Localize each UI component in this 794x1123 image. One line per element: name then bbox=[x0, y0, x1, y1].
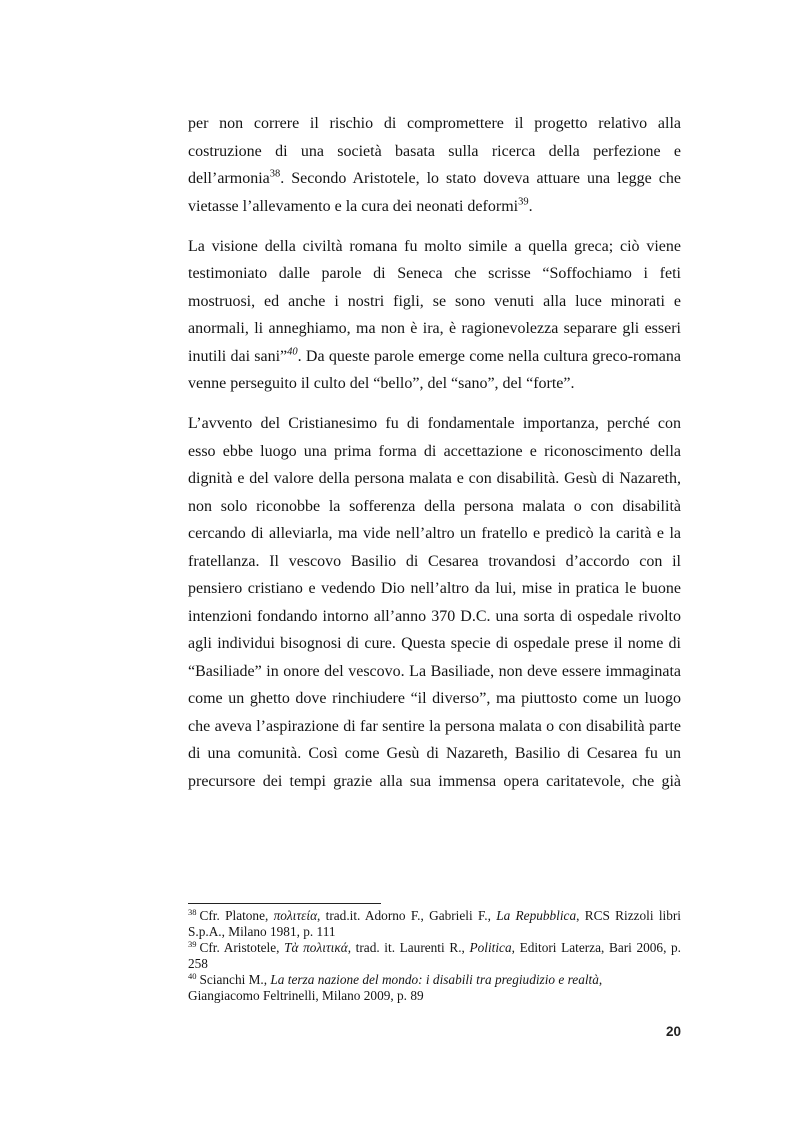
line-text: vietasse l’allevamento e la cura dei neonati deformi bbox=[188, 197, 519, 215]
footnote-text: , trad.it. Adorno F., Gabrieli F., bbox=[317, 908, 497, 923]
footnotes bbox=[188, 908, 681, 1004]
footnote-title: La terza nazione del mondo: i disabili tra pregiudizio e realtà bbox=[270, 972, 599, 987]
body-line: non solo riconobbe la sofferenza della persona malata o con disabilità bbox=[188, 497, 681, 515]
line-text: inutili dai sani” bbox=[188, 347, 288, 365]
footnote-text: Scianchi M., bbox=[199, 972, 271, 987]
footnote-reference: 38 bbox=[269, 168, 281, 180]
footnote bbox=[188, 908, 681, 940]
footnote-reference: 40 bbox=[287, 346, 298, 358]
line-text: . Secondo Aristotele, lo stato doveva attuare una legge che bbox=[280, 170, 681, 187]
body-line bbox=[188, 165, 681, 193]
footnote-title: πολιτεία bbox=[273, 908, 318, 923]
footnote-title: La Repubblica bbox=[496, 908, 577, 923]
footnote-separator bbox=[188, 903, 381, 904]
body-line: che aveva l’aspirazione di far sentire la persona malata o con disabilità parte bbox=[188, 717, 681, 735]
footnote-text: , bbox=[598, 972, 603, 987]
footnote-line: Giangiacomo Feltrinelli, Milano 2009, p. 89 bbox=[188, 988, 424, 1003]
body-line: esso ebbe luogo una prima forma di accettazione e riconoscimento della bbox=[188, 442, 681, 460]
footnote-number: 40 bbox=[188, 970, 197, 981]
line-text: dell’armonia bbox=[188, 170, 270, 187]
body-line: intenzioni fondando intorno all’anno 370 D.C. una sorta di ospedale rivolto bbox=[188, 607, 681, 625]
body-line: per non correre il rischio di compromettere il progetto relativo alla bbox=[188, 115, 681, 132]
line-text: . bbox=[528, 197, 533, 215]
body-text bbox=[188, 110, 681, 795]
footnote bbox=[188, 972, 681, 1004]
body-line: testimoniato dalle parole di Seneca che scrisse “Soffochiamo i feti bbox=[188, 265, 681, 282]
footnote-text: Cfr. Platone, bbox=[199, 908, 274, 923]
footnote-number: 39 bbox=[188, 938, 197, 949]
paragraph bbox=[188, 110, 681, 220]
body-line: come un ghetto dove rinchiudere “il diverso”, ma piuttosto come un luogo bbox=[188, 690, 681, 707]
body-line: mostruosi, ed anche i nostri figli, se sono venuti alla luce minorati e bbox=[188, 292, 681, 310]
body-line: “Basiliade” in onore del vescovo. La Basiliade, non deve essere immaginata bbox=[188, 662, 681, 680]
footnote-reference: 39 bbox=[518, 196, 529, 208]
footnote-line bbox=[188, 908, 681, 924]
footnote-text: , Editori Laterza, Bari 2006, p. bbox=[511, 940, 682, 955]
footnote-line bbox=[188, 940, 681, 956]
body-line: anormali, li anneghiamo, ma non è ira, è ragionevolezza separare gli esseri bbox=[188, 320, 681, 337]
paragraph bbox=[188, 410, 681, 795]
body-line: cercando di alleviarla, ma vide nell’altro un fratello e predicò la carità e la bbox=[188, 525, 681, 542]
page-number: 20 bbox=[665, 1024, 681, 1039]
body-line: venne perseguito il culto del “bello”, del “sano”, del “forte”. bbox=[188, 375, 575, 392]
footnote-line bbox=[188, 972, 681, 988]
footnote-title: Politica bbox=[469, 940, 512, 955]
footnote-text: Cfr. Aristotele, bbox=[199, 940, 285, 955]
footnote-title: Τὰ πολιτικά bbox=[284, 940, 348, 955]
body-line: di una comunità. Così come Gesù di Nazareth, Basilio di Cesarea fu un bbox=[188, 745, 681, 762]
body-line: L’avvento del Cristianesimo fu di fondamentale importanza, perché con bbox=[188, 415, 681, 432]
footnote-line: 258 bbox=[188, 956, 208, 971]
footnote-line: S.p.A., Milano 1981, p. 111 bbox=[188, 924, 336, 939]
body-line: costruzione di una società basata sulla ricerca della perfezione e bbox=[188, 142, 681, 160]
footnote-text: , RCS Rizzoli libri bbox=[576, 908, 681, 923]
body-line: agli individui bisognosi di cure. Questa specie di ospedale prese il nome di bbox=[188, 635, 681, 652]
footnote bbox=[188, 940, 681, 972]
footnote-number: 38 bbox=[188, 906, 197, 917]
body-line bbox=[188, 343, 681, 371]
paragraph bbox=[188, 233, 681, 398]
line-text: . Da queste parole emerge come nella cultura greco-romana bbox=[297, 347, 682, 365]
body-line: dignità e del valore della persona malata e con disabilità. Gesù di Nazareth, bbox=[188, 470, 681, 487]
body-line: fratellanza. Il vescovo Basilio di Cesarea trovandosi d’accordo con il bbox=[188, 552, 681, 570]
body-line: pensiero cristiano e vedendo Dio nell’altro da lui, mise in pratica le buone bbox=[188, 580, 681, 597]
body-line bbox=[188, 193, 681, 221]
footnote-text: , trad. it. Laurenti R., bbox=[347, 940, 470, 955]
body-line: La visione della civiltà romana fu molto simile a quella greca; ciò viene bbox=[188, 237, 681, 255]
body-line: precursore dei tempi grazie alla sua immensa opera caritatevole, che già bbox=[188, 772, 681, 790]
